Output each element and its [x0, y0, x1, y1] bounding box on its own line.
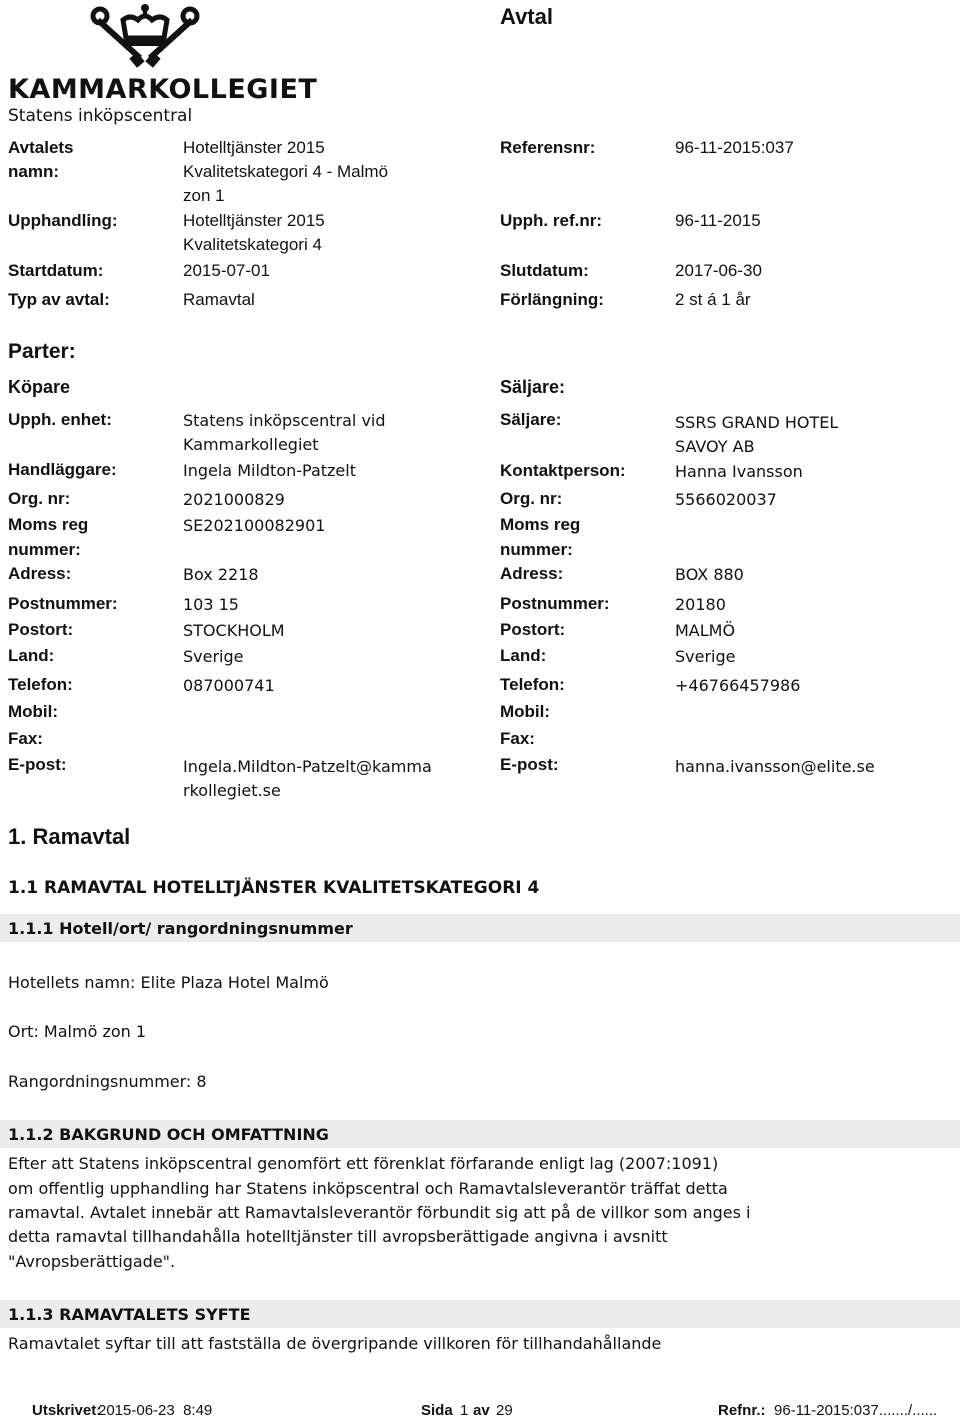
- avtal-label-1: Avtalets: [8, 138, 74, 157]
- saljare-postnummer-label: Postnummer:: [500, 594, 610, 613]
- kopare-epost-value-2: rkollegiet.se: [183, 781, 281, 800]
- parter-heading: Parter:: [8, 340, 76, 363]
- saljare-postnummer-value: 20180: [675, 595, 726, 614]
- footer-av-value: 29: [496, 1402, 513, 1419]
- saljare-label: Säljare:: [500, 410, 562, 429]
- typ-av-avtal-value: Ramavtal: [183, 290, 255, 309]
- typ-av-avtal-label: Typ av avtal:: [8, 290, 110, 309]
- saljare-fax-label: Fax:: [500, 729, 535, 748]
- footer: [0, 1400, 960, 1419]
- startdatum-value: 2015-07-01: [183, 261, 270, 280]
- saljare-telefon-label: Telefon:: [500, 675, 565, 694]
- saljare-epost-value: hanna.ivansson@elite.se: [675, 757, 875, 776]
- section-1-heading: 1. Ramavtal: [8, 824, 131, 849]
- upph-ref-label: Upph. ref.nr:: [500, 211, 602, 230]
- document-title: Avtal: [500, 4, 553, 29]
- bakgrund-line-1: Efter att Statens inköpscentral genomfört ett förenklat förfarande enligt lag (2007:1091): [8, 1154, 719, 1173]
- saljare-value-2: SAVOY AB: [675, 437, 755, 456]
- slutdatum-label: Slutdatum:: [500, 261, 589, 280]
- rangordning-text: Rangordningsnummer: 8: [8, 1072, 207, 1091]
- footer-refnr-value: 96-11-2015:037......./......: [774, 1402, 938, 1419]
- logo-name: KAMMARKOLLEGIET: [8, 74, 318, 105]
- upphandling-label: Upphandling:: [8, 211, 118, 230]
- saljare-moms-label-2: nummer:: [500, 540, 573, 559]
- startdatum-label: Startdatum:: [8, 261, 104, 280]
- kopare-moms-label-1: Moms reg: [8, 515, 89, 534]
- saljare-kontakt-label: Kontaktperson:: [500, 461, 626, 480]
- kopare-land-value: Sverige: [183, 647, 244, 666]
- bakgrund-line-4: detta ramavtal tillhandahålla hotelltjänster till avropsberättigade angivna i avsnitt: [8, 1227, 668, 1246]
- ort-text: Ort: Malmö zon 1: [8, 1022, 147, 1041]
- saljare-land-value: Sverige: [675, 647, 736, 666]
- saljare-moms-label-1: Moms reg: [500, 515, 581, 534]
- logo-subtitle: Statens inköpscentral: [8, 106, 193, 126]
- kopare-telefon-label: Telefon:: [8, 675, 73, 694]
- saljare-postort-label: Postort:: [500, 620, 566, 639]
- bakgrund-line-3: ramavtal. Avtalet innebär att Ramavtalsleverantör förbundit sig att på de villkor som anges i: [8, 1203, 751, 1222]
- bakgrund-line-2: om offentlig upphandling har Statens inköpscentral och Ramavtalsleverantör träffat detta: [8, 1179, 728, 1198]
- footer-utskrivet-label: Utskrivet:: [32, 1402, 102, 1419]
- kopare-heading: Köpare: [8, 377, 71, 397]
- avtal-value-1: Hotelltjänster 2015: [183, 138, 325, 157]
- crown-keys-icon: [90, 2, 210, 72]
- saljare-org-value: 5566020037: [675, 490, 777, 509]
- forlangning-label: Förlängning:: [500, 290, 604, 309]
- slutdatum-value: 2017-06-30: [675, 261, 762, 280]
- kopare-enhet-label: Upph. enhet:: [8, 410, 112, 429]
- kopare-postort-value: STOCKHOLM: [183, 621, 285, 640]
- kopare-handlaggare-value: Ingela Mildton-Patzelt: [183, 461, 356, 480]
- upphandling-value-1: Hotelltjänster 2015: [183, 211, 325, 230]
- section-1-1-heading: 1.1 RAMAVTAL HOTELLTJÄNSTER KVALITETSKATEGORI 4: [8, 878, 540, 898]
- kopare-land-label: Land:: [8, 646, 55, 665]
- saljare-adress-label: Adress:: [500, 564, 564, 583]
- kopare-org-value: 2021000829: [183, 490, 285, 509]
- avtal-label-2: namn:: [8, 162, 59, 181]
- kopare-adress-value: Box 2218: [183, 565, 259, 584]
- saljare-postort-value: MALMÖ: [675, 621, 736, 640]
- saljare-adress-value: BOX 880: [675, 565, 744, 584]
- section-1-1-3-heading: 1.1.3 RAMAVTALETS SYFTE: [8, 1305, 251, 1324]
- hotel-name-text: Hotellets namn: Elite Plaza Hotel Malmö: [8, 973, 329, 992]
- saljare-epost-label: E-post:: [500, 755, 559, 774]
- syfte-line-1: Ramavtalet syftar till att fastställa de övergripande villkoren för tillhandahållande: [8, 1334, 662, 1353]
- upph-ref-value: 96-11-2015: [675, 211, 761, 230]
- kopare-mobil-label: Mobil:: [8, 702, 59, 721]
- kopare-enhet-value-2: Kammarkollegiet: [183, 435, 319, 454]
- kopare-enhet-value-1: Statens inköpscentral vid: [183, 411, 386, 430]
- footer-av-label: av: [473, 1402, 490, 1419]
- kopare-telefon-value: 087000741: [183, 676, 275, 695]
- forlangning-value: 2 st á 1 år: [675, 290, 751, 309]
- bakgrund-line-5: "Avropsberättigade".: [8, 1252, 176, 1271]
- footer-utskrivet-value: 2015-06-23 8:49: [98, 1402, 213, 1419]
- kopare-handlaggare-label: Handläggare:: [8, 460, 117, 479]
- kopare-org-label: Org. nr:: [8, 489, 71, 508]
- referens-value: 96-11-2015:037: [675, 138, 794, 157]
- kammarkollegiet-logo: [8, 0, 318, 130]
- saljare-heading: Säljare:: [500, 377, 566, 397]
- kopare-adress-label: Adress:: [8, 564, 72, 583]
- avtal-value-2: Kvalitetskategori 4 - Malmö: [183, 162, 389, 181]
- upphandling-value-2: Kvalitetskategori 4: [183, 235, 322, 254]
- section-1-1-1-heading: 1.1.1 Hotell/ort/ rangordningsnummer: [8, 919, 353, 938]
- kopare-epost-value-1: Ingela.Mildton-Patzelt@kamma: [183, 757, 432, 776]
- saljare-org-label: Org. nr:: [500, 489, 563, 508]
- footer-sida-value: 1: [460, 1402, 469, 1419]
- saljare-value-1: SSRS GRAND HOTEL: [675, 413, 839, 432]
- saljare-telefon-value: +46766457986: [675, 676, 801, 695]
- kopare-postnummer-value: 103 15: [183, 595, 239, 614]
- kopare-epost-label: E-post:: [8, 755, 67, 774]
- referens-label: Referensnr:: [500, 138, 596, 157]
- saljare-mobil-label: Mobil:: [500, 702, 551, 721]
- footer-sida-label: Sida: [421, 1402, 453, 1419]
- kopare-fax-label: Fax:: [8, 729, 43, 748]
- kopare-postort-label: Postort:: [8, 620, 74, 639]
- kopare-moms-label-2: nummer:: [8, 540, 81, 559]
- saljare-land-label: Land:: [500, 646, 547, 665]
- kopare-postnummer-label: Postnummer:: [8, 594, 118, 613]
- footer-refnr-label: Refnr.:: [718, 1402, 766, 1419]
- saljare-kontakt-value: Hanna Ivansson: [675, 462, 803, 481]
- kopare-moms-value: SE202100082901: [183, 516, 326, 535]
- section-1-1-2-heading: 1.1.2 BAKGRUND OCH OMFATTNING: [8, 1125, 329, 1144]
- avtal-value-3: zon 1: [183, 186, 225, 205]
